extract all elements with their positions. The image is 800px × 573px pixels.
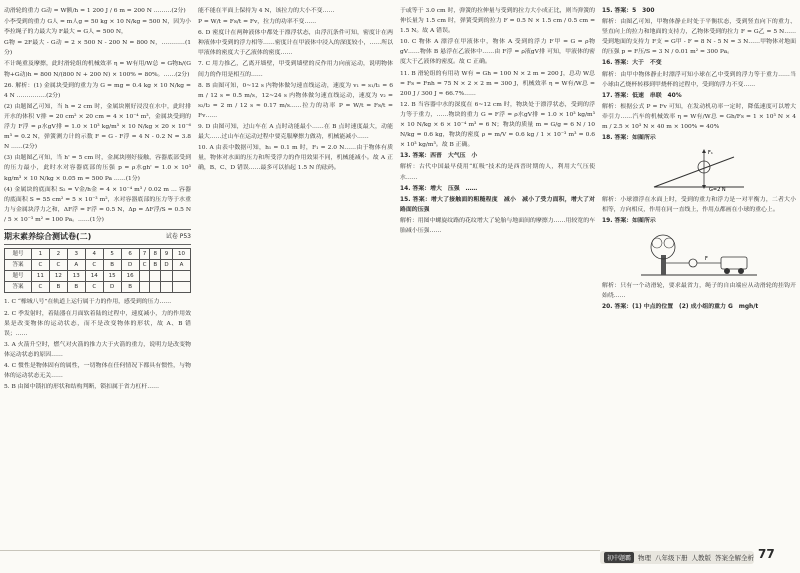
incline-line <box>654 157 734 187</box>
grid-cell: 15 <box>103 271 121 282</box>
grid-cell: D <box>121 260 139 271</box>
grid-cell: 题号 <box>5 249 32 260</box>
grid-cell: B <box>103 260 121 271</box>
question-19-analysis: 解析：只有一个动滑轮，要求最省力，绳子的自由端应从动滑轮的挂钩开始绕…… <box>602 282 796 299</box>
column-1 <box>4 6 191 546</box>
force-label: F₁ <box>708 150 713 157</box>
column-2 <box>198 6 393 546</box>
paragraph: 能不能在平面上保持为 4 N，该拉力的大小不变…… <box>198 8 335 14</box>
grid-row <box>5 260 191 271</box>
grid-cell: A <box>67 260 85 271</box>
paragraph: (3) 由题图乙可知，当 h' = 5 cm 时，金属块刚好接触，容器底部受到的压力最小，此时水对容器底部的压强 p = ρ水gh' = 1.0 × 10³ kg/m³ × 10 N/kg × 0.05 m = 500 Pa ……(1分) <box>4 155 191 182</box>
question-20-answer: 20. 答案：(1) 中点的位置 (2) 成小组的重力 G mgh/t <box>602 303 759 310</box>
grid-cell: 10 <box>172 249 190 260</box>
grid-cell: 14 <box>85 271 103 282</box>
question-11: 11. B 滑轮组的有用功 W有 = Gh = 100 N × 2 m = 200 J，总功 W总 = Fs = Fnh = 75 N × 2 × 2 m = 300 J，机械效率 η = W有/W总 = 200 J / 300 J ≈ 66.7%…… <box>400 70 595 97</box>
grid-cell: C <box>31 260 49 271</box>
grid-cell: 3 <box>67 249 85 260</box>
grid-cell: C <box>31 282 49 293</box>
grid-row <box>5 249 191 260</box>
grid-cell: 12 <box>49 271 67 282</box>
question-6: 6. D 密度计在两种液体中都处于漂浮状态，由浮沉条件可知，密度计在两种液体中受到的浮力相等……密度计在甲液体中浸入的深度较小，……所以甲液体的密度大于乙液体的密度…… <box>198 30 393 57</box>
section-header <box>4 229 191 245</box>
grid-row <box>5 271 191 282</box>
question-15-analysis: 解析：用图中螺旋纹路的花纹增大了轮胎与地面间的摩擦力……用较宽的车胎减小压强…… <box>400 217 595 234</box>
grid-cell <box>172 271 190 282</box>
grid-cell: 8 <box>150 249 161 260</box>
question-3: 3. A 火箭升空时，燃气对火箭的推力大于火箭的重力，说明力是改变物体运动状态的原因…… <box>4 341 191 358</box>
grid-cell: C <box>49 260 67 271</box>
footer-brand: 答案全解全析 <box>715 554 755 562</box>
question-19-answer: 19. 答案：如图所示 <box>602 218 656 225</box>
grid-cell: D <box>103 282 121 293</box>
question-5: 5. B 由图中锁扣的形状和结构判断，锁扣属于省力杠杆…… <box>4 384 160 391</box>
paragraph: 动滑轮的重力 G动 = W额/h = 1 200 J / 6 m = 200 N ………(2分) <box>4 8 186 14</box>
question-7: 7. C 用力推乙，乙离开墙壁，甲受到墙壁的反作用力向前运动，说明物体间力的作用是相互的…… <box>198 61 393 78</box>
grid-cell <box>161 271 173 282</box>
question-18-answer: 18. 答案：如图所示 <box>602 135 656 142</box>
tree-trunk-shape <box>661 255 666 275</box>
grid-cell <box>150 271 161 282</box>
paragraph: G物 = 2F最大 - G动 = 2 × 500 N - 200 N = 800 N，…………(1分) <box>4 40 191 57</box>
column-3 <box>400 6 595 546</box>
question-15-analysis: 解析：由图乙可知，甲物体静止时处于平衡状态，受到竖直向下的重力、竖直向上的拉力和地面的支持力，乙物体受到的拉力 F = G乙 = 5 N……受到地面的支持力 F支 = G甲 - F = 8 N - 5 N = 3 N……甲物体对地面的压强 p = F压/S = 3 N / 0.01 m² = 300 Pa。 <box>602 19 796 56</box>
footer-bar <box>600 551 754 564</box>
grid-cell: B <box>121 282 139 293</box>
section-reference: 试卷 P53 <box>165 232 191 240</box>
grid-cell: 题号 <box>5 271 32 282</box>
grid-cell: 9 <box>161 249 173 260</box>
grid-cell: 5 <box>103 249 121 260</box>
question-2: 2. C 季发射时，着陆器在月面软着陆的过程中，速度减小，力的作用效果是改变物体的运动状态，而不是改变物体的形状，故 A、B 错误；…… <box>4 310 191 337</box>
grid-cell: 1 <box>31 249 49 260</box>
footer-subject: 物理 <box>638 554 652 562</box>
paragraph: P = W/t = Fs/t = Fv，拉力的功率不变…… <box>198 19 317 26</box>
paragraph: (4) 金属块的底面积 S₂ = V金/h金 = 4 × 10⁻⁴ m³ / 0.02 m … 容器的底面积 S = 55 cm² = 5 × 10⁻³ m²，水对容器底部的压力等于水重力与金属块浮力之和，ΔF浮 = F浮 = 0.5 N，Δp = ΔF浮/S = 0.5 N / 5 × 10⁻³ m² = 100 Pa。……(1分) <box>4 186 191 223</box>
grid-cell <box>139 282 150 293</box>
arrow-head-icon <box>702 149 706 153</box>
buoyancy-diagram <box>649 145 749 193</box>
series-badge: 初中题霸 <box>604 552 634 563</box>
question-8: 8. B 由图可知，0~12 s 内物体做匀速直线运动，速度为 v₁ = s₁/t₁ = 6 m / 12 s = 0.5 m/s，12~24 s 内物体做匀速直线运动，速度为 v₂ = s₂/t₂ = 2 m / 12 s ≈ 0.17 m/s……拉力的功率 P = W/t = Fs/t = Fv…… <box>198 82 393 119</box>
question-17-analysis: 解析：根据公式 P = Fv 可知，在发动机功率一定时，降低速度可以增大牵引力……汽车的机械效率 η = W有/W总 = Gh/Fs = 1 × 10³ N × 4 m / 2.5 × 10³ N × 40 m × 100% = 40% <box>602 103 796 131</box>
grid-cell: 13 <box>67 271 85 282</box>
grid-cell: B <box>67 282 85 293</box>
grid-cell: 11 <box>31 271 49 282</box>
question-1: 1. C “橡城八号”在轨道上运行属于力的作用，感受到的压力…… <box>4 299 172 306</box>
paragraph: 不计绳重及摩擦，此时滑轮组的机械效率 η = W有用/W总 = G物h/(G物+G动)h = 800 N/(800 N + 200 N) × 100% = 80%。……(2分) <box>4 61 191 78</box>
grid-cell <box>139 271 150 282</box>
question-15-answer: 15. 答案：增大了接触面的粗糙程度 减小 减小了受力面积，增大了对路面的压强 <box>400 196 595 213</box>
page-footer <box>0 549 800 569</box>
grid-cell: 6 <box>121 249 139 260</box>
car-body-shape <box>721 257 747 269</box>
question-15-answer: 15. 答案：5 300 <box>602 8 655 14</box>
question-14-answer: 14. 答案：增大 压强 …… <box>400 185 478 192</box>
wheel-icon <box>724 268 730 274</box>
footer-edition: 人教版 <box>691 554 712 562</box>
grid-cell <box>150 282 161 293</box>
question-13-answer: 13. 答案：西晋 大气压 小 <box>400 153 478 160</box>
grid-cell: B <box>49 282 67 293</box>
question-17-answer: 17. 答案：低速 串联 40% <box>602 92 682 99</box>
question-26: 26. 解析：(1) 金属块受到的重力为 G = mg = 0.4 kg × 10 N/kg = 4 N ……………(2分) <box>4 82 191 99</box>
pulley-icon <box>689 259 697 267</box>
wheel-icon <box>738 268 744 274</box>
question-10-continued: 10. C 物体 A 漂浮在甲液体中，物体 A 受到的浮力 F甲 = G = ρ物gV……物体 B 悬浮在乙液体中……由 F浮 = ρ液gV排 可知，甲液体的密度大于乙液体的密度。故 C 正确。 <box>400 39 595 66</box>
paragraph: 于或等于 3.0 cm 时，弹簧的拉伸量与受到的拉力大小成正比，则当弹簧的伸长量为 1.5 cm 时，弹簧受到的拉力 F = 0.5 N × 1.5 cm / 0.5 cm = 1.5 N。故 A 错误。 <box>400 8 595 35</box>
grid-cell: D <box>161 260 173 271</box>
question-10: 10. A 由表中数据可知，h₁ = 0.1 m 时，F₁ = 2.0 N……由于物体有质量，物体对水面的压力和所受浮力的作用效果不同，机械能减小。故 A 正确，B、C、D 错误……最多可以抬起 1.5 N 的砝码。 <box>198 145 393 172</box>
grid-cell: B <box>150 260 161 271</box>
grid-cell: 答案 <box>5 282 32 293</box>
grid-cell: C <box>85 282 103 293</box>
answer-grid <box>4 248 191 293</box>
tree-car-diagram <box>639 229 759 279</box>
grid-cell: 7 <box>139 249 150 260</box>
tree-leaf-shape <box>652 238 662 248</box>
gravity-label: G=2 N <box>709 187 726 194</box>
question-12: 12. B 当容器中水的深度在 6~12 cm 时，物块处于漂浮状态，受到的浮力等于重力，……物块的重力 G = F浮 = ρ水gV排 = 1.0 × 10³ kg/m³ × 10 N/kg × 6 × 10⁻⁴ m³ = 6 N；物块的质量 m = G/g = 6 N / 10 N/kg = 0.6 kg，物块的密度 ρ = m/V = 0.6 kg / 1 × 10⁻³ m³ = 0.6 × 10³ kg/m³。故 B 正确。 <box>400 101 595 149</box>
question-4: 4. C 惯性是物体固有的属性，一切物体在任何情况下都具有惯性，与物体的运动状态无关…… <box>4 363 191 380</box>
force-label: F <box>705 255 708 262</box>
question-16-analysis: 解析：由甲中物体静止时漂浮可知小球在乙中受到的浮力等于重力……当小球由乙烧杯转移到甲烧杯的过程中，受到的浮力不变…… <box>602 71 796 88</box>
grid-cell <box>172 282 190 293</box>
grid-cell <box>161 282 173 293</box>
section-title: 期末素养综合测试卷(二) <box>4 231 92 241</box>
question-16-answer: 16. 答案：大于 不变 <box>602 60 662 67</box>
footer-grade: 八年级下册 <box>655 554 688 562</box>
question-18-analysis: 解析：小球漂浮在水面上时，受到的重力和浮力是一对平衡力，二者大小相等，方向相反，作用在同一直线上，作用点都画在小球的重心上。 <box>602 197 796 214</box>
paragraph: (2) 由题图乙可知，当 h = 2 cm 时，金属块刚好浸没在水中，此时排开水的体积 V排 = 20 cm² × 20 cm = 4 × 10⁻⁴ m³，金属块受到的浮力 F浮 = ρ水gV排 = 1.0 × 10³ kg/m³ × 10 N/kg × 20 × 10⁻⁶ m³ = 0.2 N，弹簧测力计的示数 F = G - F浮 = 4 N - 0.2 N = 3.8 N ……(2分) <box>4 103 191 151</box>
grid-cell: 2 <box>49 249 67 260</box>
question-9: 9. D 由图可知，过山车在 A 点时动能最小……在 B 点时速度最大，动能最大……过山车在运动过程中要克服摩擦力做功，机械能减小…… <box>198 124 393 141</box>
grid-cell: C <box>85 260 103 271</box>
grid-cell: 答案 <box>5 260 32 271</box>
grid-cell: C <box>139 260 150 271</box>
column-4 <box>602 6 796 546</box>
tree-leaf-shape <box>664 238 674 248</box>
grid-cell: 4 <box>85 249 103 260</box>
question-13-analysis: 解析：古代中国最早使用“虹吸”技术的是西晋时期的人，利用大气压使水…… <box>400 164 595 181</box>
page-number: 77 <box>758 547 775 561</box>
grid-cell: A <box>172 260 190 271</box>
grid-row <box>5 282 191 293</box>
paragraph: 小李受到的重力 G人 = m人g = 50 kg × 10 N/kg = 500 N，因为小李拉绳子的力最大为 F最大 = G人 = 500 N， <box>4 19 191 36</box>
grid-cell: 16 <box>121 271 139 282</box>
